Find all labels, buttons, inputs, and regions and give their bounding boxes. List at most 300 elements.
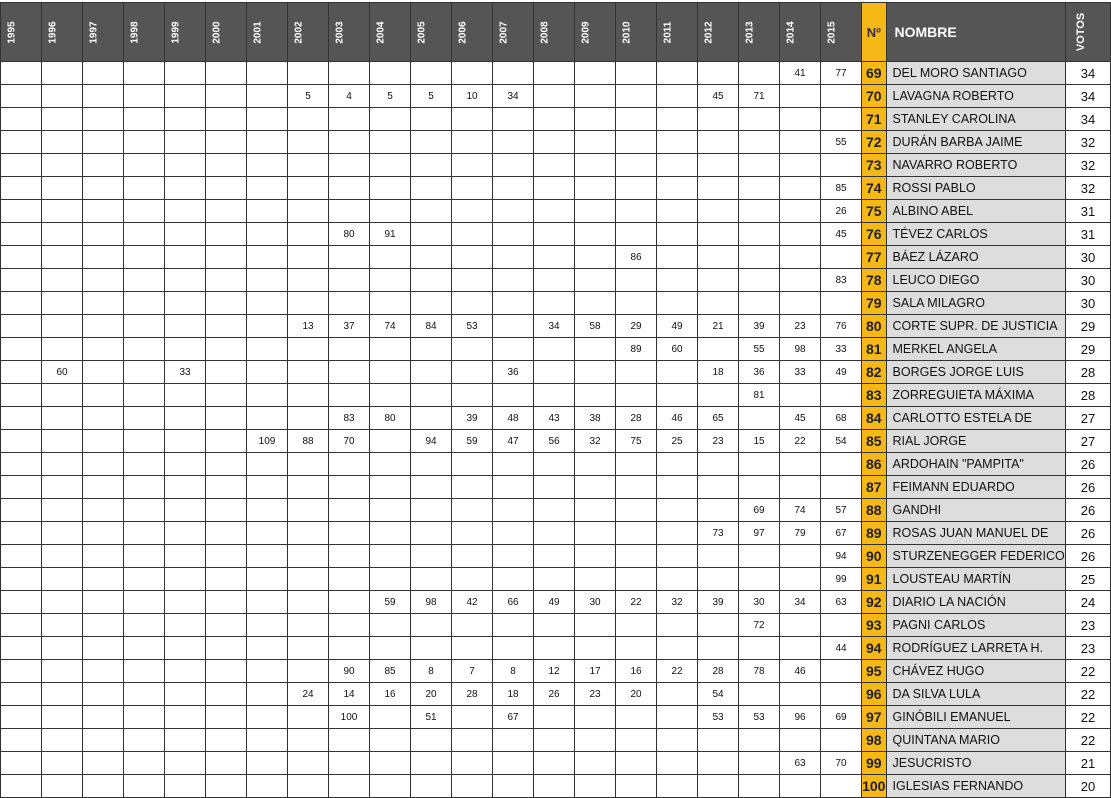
year-cell [493, 522, 534, 545]
year-cell [534, 131, 575, 154]
year-cell: 30 [739, 591, 780, 614]
year-cell [206, 108, 247, 131]
year-header [124, 3, 165, 62]
year-cell [206, 591, 247, 614]
year-cell [206, 131, 247, 154]
rank-number: 76 [862, 223, 887, 246]
year-cell: 10 [452, 85, 493, 108]
year-cell [165, 568, 206, 591]
year-cell: 32 [575, 430, 616, 453]
year-cell [616, 706, 657, 729]
year-cell [42, 85, 83, 108]
year-cell [42, 706, 83, 729]
year-cell [124, 660, 165, 683]
year-cell [288, 752, 329, 775]
person-name: STURZENEGGER FEDERICO [886, 545, 1065, 568]
table-row [1, 683, 1111, 706]
year-cell [452, 131, 493, 154]
year-cell [370, 292, 411, 315]
year-cell [575, 453, 616, 476]
rank-number: 88 [862, 499, 887, 522]
year-cell [411, 522, 452, 545]
year-cell [534, 775, 575, 798]
year-cell: 85 [370, 660, 411, 683]
votes-header-label: VOTOS [1074, 12, 1087, 52]
year-cell [288, 453, 329, 476]
year-cell [370, 752, 411, 775]
rank-number: 89 [862, 522, 887, 545]
year-cell: 47 [493, 430, 534, 453]
year-label: 2007 [498, 20, 510, 44]
year-cell [493, 614, 534, 637]
year-cell [83, 752, 124, 775]
year-cell: 60 [42, 361, 83, 384]
year-cell [165, 407, 206, 430]
year-header [739, 3, 780, 62]
year-cell [165, 131, 206, 154]
year-cell [370, 729, 411, 752]
table-row [1, 315, 1111, 338]
year-cell: 32 [657, 591, 698, 614]
year-cell [411, 223, 452, 246]
year-cell: 5 [288, 85, 329, 108]
year-cell [575, 108, 616, 131]
table-row [1, 177, 1111, 200]
year-cell: 39 [739, 315, 780, 338]
year-cell [1, 614, 42, 637]
year-cell [42, 545, 83, 568]
year-cell [370, 706, 411, 729]
year-cell [370, 108, 411, 131]
year-cell [124, 361, 165, 384]
year-cell [165, 246, 206, 269]
year-cell [83, 683, 124, 706]
year-cell [821, 384, 862, 407]
year-cell [411, 269, 452, 292]
year-cell [534, 246, 575, 269]
year-cell [42, 177, 83, 200]
year-cell [288, 246, 329, 269]
votes-count: 27 [1065, 430, 1110, 453]
year-cell [206, 637, 247, 660]
year-cell [1, 545, 42, 568]
year-cell [739, 683, 780, 706]
year-cell [821, 292, 862, 315]
year-cell [575, 361, 616, 384]
year-cell [165, 545, 206, 568]
year-label: 2003 [334, 20, 346, 44]
year-cell [575, 200, 616, 223]
table-row [1, 614, 1111, 637]
person-name: RIAL JORGE [886, 430, 1065, 453]
header-row [1, 3, 1111, 62]
year-cell: 84 [411, 315, 452, 338]
person-name: PAGNI CARLOS [886, 614, 1065, 637]
year-cell [124, 430, 165, 453]
year-cell [616, 177, 657, 200]
year-cell: 25 [657, 430, 698, 453]
year-cell [370, 775, 411, 798]
year-cell: 53 [739, 706, 780, 729]
year-cell [83, 729, 124, 752]
year-header [821, 3, 862, 62]
year-cell [739, 568, 780, 591]
year-cell [534, 499, 575, 522]
year-cell [739, 729, 780, 752]
year-cell [616, 361, 657, 384]
year-cell [534, 85, 575, 108]
year-cell [657, 200, 698, 223]
year-cell: 24 [288, 683, 329, 706]
year-cell [616, 62, 657, 85]
year-cell [247, 292, 288, 315]
year-cell [657, 545, 698, 568]
year-cell: 81 [739, 384, 780, 407]
year-label: 1996 [47, 20, 59, 44]
table-row [1, 338, 1111, 361]
year-cell [575, 568, 616, 591]
rank-number: 82 [862, 361, 887, 384]
year-cell [1, 499, 42, 522]
year-cell [124, 246, 165, 269]
year-cell: 38 [575, 407, 616, 430]
year-cell [534, 292, 575, 315]
year-cell [657, 384, 698, 407]
year-cell [42, 453, 83, 476]
year-cell [206, 315, 247, 338]
year-cell [83, 384, 124, 407]
year-cell [493, 154, 534, 177]
year-cell [288, 177, 329, 200]
year-cell: 34 [534, 315, 575, 338]
votes-count: 34 [1065, 108, 1110, 131]
year-cell [247, 223, 288, 246]
year-cell [83, 292, 124, 315]
table-row [1, 775, 1111, 798]
votes-count: 30 [1065, 269, 1110, 292]
year-cell [206, 660, 247, 683]
year-cell: 80 [370, 407, 411, 430]
year-cell [452, 637, 493, 660]
year-cell [42, 476, 83, 499]
rank-number: 100 [862, 775, 887, 798]
year-cell [288, 154, 329, 177]
year-cell [83, 522, 124, 545]
year-header [247, 3, 288, 62]
year-cell [821, 729, 862, 752]
year-cell [1, 246, 42, 269]
year-cell [165, 269, 206, 292]
year-cell [452, 499, 493, 522]
year-cell [165, 591, 206, 614]
year-header [657, 3, 698, 62]
year-cell [247, 591, 288, 614]
year-cell [124, 591, 165, 614]
year-cell [1, 591, 42, 614]
year-label: 1995 [6, 20, 18, 44]
year-cell [329, 246, 370, 269]
rank-number: 74 [862, 177, 887, 200]
year-cell [534, 62, 575, 85]
year-cell [42, 315, 83, 338]
person-name: IGLESIAS FERNANDO [886, 775, 1065, 798]
year-cell [370, 384, 411, 407]
year-cell [657, 223, 698, 246]
votes-count: 30 [1065, 246, 1110, 269]
votes-count: 29 [1065, 315, 1110, 338]
year-cell [247, 62, 288, 85]
year-cell [493, 338, 534, 361]
year-cell [616, 476, 657, 499]
person-name: BÁEZ LÁZARO [886, 246, 1065, 269]
year-cell [657, 177, 698, 200]
year-label: 2001 [252, 20, 264, 44]
year-cell [780, 269, 821, 292]
num-header-label: Nº [866, 24, 881, 40]
year-cell [288, 476, 329, 499]
year-cell [42, 568, 83, 591]
year-cell [493, 246, 534, 269]
votes-count: 22 [1065, 660, 1110, 683]
year-header [206, 3, 247, 62]
year-cell [534, 752, 575, 775]
year-cell: 28 [698, 660, 739, 683]
rank-number: 85 [862, 430, 887, 453]
year-cell [124, 269, 165, 292]
year-cell [452, 476, 493, 499]
table-row [1, 752, 1111, 775]
year-cell: 49 [534, 591, 575, 614]
year-cell [288, 522, 329, 545]
table-row [1, 591, 1111, 614]
year-cell [165, 637, 206, 660]
year-cell [124, 522, 165, 545]
year-cell: 28 [452, 683, 493, 706]
year-cell: 7 [452, 660, 493, 683]
year-cell: 54 [821, 430, 862, 453]
year-cell [329, 108, 370, 131]
table-row [1, 131, 1111, 154]
year-cell: 83 [329, 407, 370, 430]
year-cell [206, 476, 247, 499]
year-cell [534, 269, 575, 292]
rank-number: 73 [862, 154, 887, 177]
year-cell [124, 177, 165, 200]
year-cell [206, 499, 247, 522]
table-row [1, 223, 1111, 246]
year-cell [534, 614, 575, 637]
year-cell [370, 246, 411, 269]
year-cell [452, 453, 493, 476]
year-cell [493, 775, 534, 798]
year-cell [616, 108, 657, 131]
year-cell: 75 [616, 430, 657, 453]
year-cell [821, 614, 862, 637]
year-cell [42, 430, 83, 453]
year-cell [124, 614, 165, 637]
year-cell: 43 [534, 407, 575, 430]
year-cell [534, 522, 575, 545]
year-cell [42, 292, 83, 315]
year-label: 2008 [539, 20, 551, 44]
year-cell: 41 [780, 62, 821, 85]
rank-number: 86 [862, 453, 887, 476]
year-cell: 78 [739, 660, 780, 683]
year-cell [698, 246, 739, 269]
year-cell [657, 775, 698, 798]
year-cell [821, 108, 862, 131]
year-cell [411, 62, 452, 85]
person-name: DEL MORO SANTIAGO [886, 62, 1065, 85]
rank-number: 93 [862, 614, 887, 637]
year-cell: 45 [821, 223, 862, 246]
year-cell [780, 131, 821, 154]
person-name: MERKEL ANGELA [886, 338, 1065, 361]
year-cell [1, 85, 42, 108]
year-cell [329, 752, 370, 775]
person-name: ZORREGUIETA MÁXIMA [886, 384, 1065, 407]
year-cell [411, 338, 452, 361]
year-cell [42, 223, 83, 246]
rank-number: 84 [862, 407, 887, 430]
year-cell [411, 729, 452, 752]
year-cell [124, 683, 165, 706]
year-cell [780, 683, 821, 706]
year-cell: 94 [411, 430, 452, 453]
year-cell [124, 131, 165, 154]
year-cell [452, 246, 493, 269]
year-cell [42, 62, 83, 85]
year-cell: 16 [370, 683, 411, 706]
votes-count: 22 [1065, 706, 1110, 729]
year-cell: 14 [329, 683, 370, 706]
year-cell: 73 [698, 522, 739, 545]
year-cell [206, 361, 247, 384]
year-cell [165, 476, 206, 499]
year-cell [329, 384, 370, 407]
year-cell: 55 [739, 338, 780, 361]
year-cell [288, 660, 329, 683]
year-cell [288, 568, 329, 591]
year-cell [370, 177, 411, 200]
table-row [1, 269, 1111, 292]
year-cell: 22 [616, 591, 657, 614]
year-cell [165, 752, 206, 775]
year-cell [493, 637, 534, 660]
year-cell: 17 [575, 660, 616, 683]
rank-number: 91 [862, 568, 887, 591]
year-cell [739, 108, 780, 131]
year-cell [411, 292, 452, 315]
year-cell [411, 752, 452, 775]
year-cell [288, 292, 329, 315]
year-cell [370, 453, 411, 476]
year-cell [165, 177, 206, 200]
year-cell: 63 [821, 591, 862, 614]
year-cell [370, 269, 411, 292]
year-cell [534, 568, 575, 591]
year-cell [370, 522, 411, 545]
year-cell: 80 [329, 223, 370, 246]
year-cell [206, 729, 247, 752]
year-cell: 30 [575, 591, 616, 614]
table-row [1, 522, 1111, 545]
year-cell: 56 [534, 430, 575, 453]
year-cell [124, 292, 165, 315]
year-cell [124, 568, 165, 591]
year-label: 2010 [621, 20, 633, 44]
person-name: DURÁN BARBA JAIME [886, 131, 1065, 154]
year-cell [329, 200, 370, 223]
year-cell: 74 [370, 315, 411, 338]
year-cell: 22 [657, 660, 698, 683]
person-name: ROSAS JUAN MANUEL DE [886, 522, 1065, 545]
year-cell [83, 568, 124, 591]
year-cell: 28 [616, 407, 657, 430]
year-cell [780, 775, 821, 798]
year-cell [247, 315, 288, 338]
year-cell [329, 775, 370, 798]
votes-count: 22 [1065, 729, 1110, 752]
year-cell [247, 407, 288, 430]
year-cell: 49 [821, 361, 862, 384]
year-cell [1, 154, 42, 177]
year-label: 2009 [580, 20, 592, 44]
year-cell [165, 108, 206, 131]
table-row [1, 729, 1111, 752]
year-cell [657, 292, 698, 315]
year-header [780, 3, 821, 62]
year-cell [1, 223, 42, 246]
year-cell [83, 85, 124, 108]
year-cell: 83 [821, 269, 862, 292]
rank-number: 78 [862, 269, 887, 292]
year-label: 2013 [744, 20, 756, 44]
year-cell [165, 223, 206, 246]
year-cell [739, 453, 780, 476]
table-row [1, 246, 1111, 269]
year-cell [329, 292, 370, 315]
year-cell [42, 384, 83, 407]
year-cell [575, 131, 616, 154]
year-cell [575, 269, 616, 292]
year-cell [206, 775, 247, 798]
year-cell [575, 292, 616, 315]
person-name: ALBINO ABEL [886, 200, 1065, 223]
year-cell [370, 614, 411, 637]
year-label: 2011 [662, 21, 674, 43]
year-cell [1, 361, 42, 384]
year-cell [493, 223, 534, 246]
year-cell [288, 384, 329, 407]
year-cell [206, 453, 247, 476]
year-cell [698, 568, 739, 591]
year-cell [165, 430, 206, 453]
year-cell [165, 315, 206, 338]
year-cell [575, 85, 616, 108]
person-name: CORTE SUPR. DE JUSTICIA [886, 315, 1065, 338]
year-cell: 26 [534, 683, 575, 706]
year-cell [616, 292, 657, 315]
year-cell [698, 200, 739, 223]
year-cell [452, 568, 493, 591]
year-cell [1, 292, 42, 315]
year-cell [493, 729, 534, 752]
year-cell [329, 361, 370, 384]
year-cell [1, 683, 42, 706]
year-cell [247, 200, 288, 223]
year-cell [698, 545, 739, 568]
